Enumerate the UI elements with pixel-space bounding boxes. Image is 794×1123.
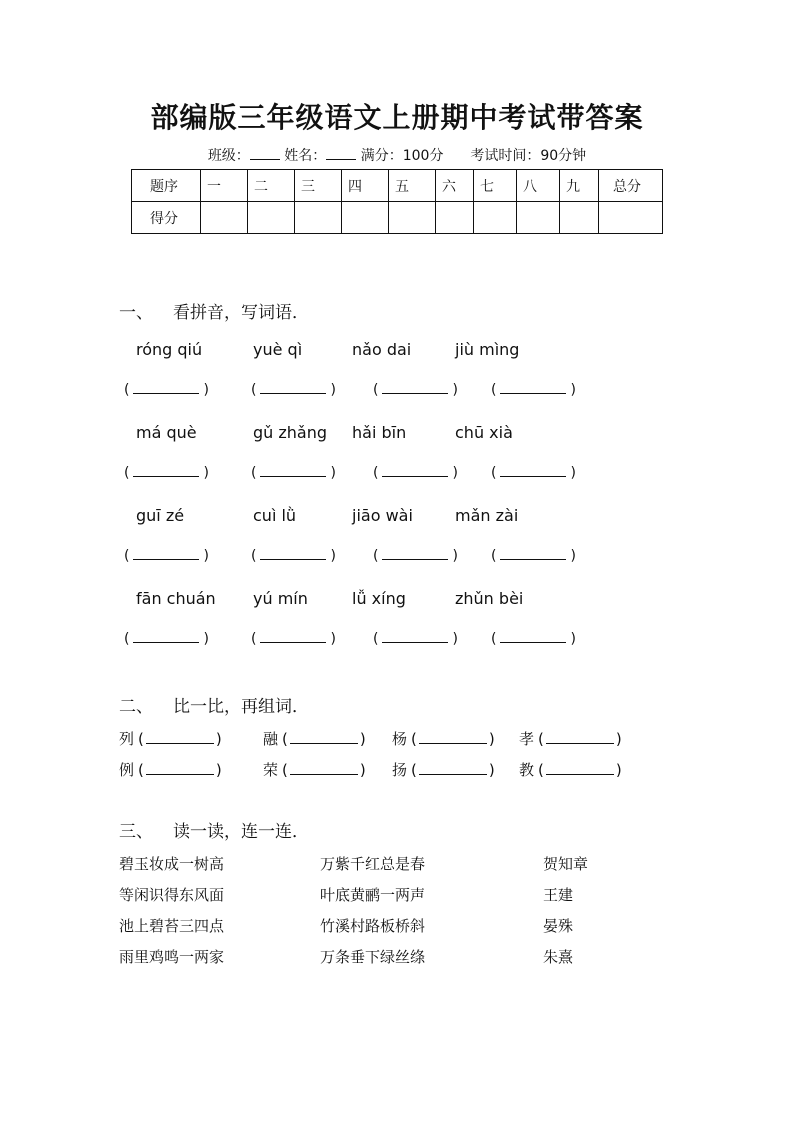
score-cell[interactable] <box>295 202 342 234</box>
answer-blank[interactable] <box>133 465 199 477</box>
score-header-cell: 四 <box>342 170 389 202</box>
score-cell[interactable] <box>436 202 474 234</box>
answer-blank[interactable] <box>419 732 487 744</box>
answer-bracket[interactable] <box>373 465 458 481</box>
score-header-cell: 九 <box>560 170 599 202</box>
score-cell[interactable] <box>560 202 599 234</box>
section-number: 三、 <box>119 822 153 842</box>
compare-item[interactable] <box>519 728 622 749</box>
score-cell[interactable] <box>389 202 436 234</box>
bracket-close: ) <box>452 631 458 647</box>
score-header-cell: 六 <box>436 170 474 202</box>
poem-line[interactable]: 等闲识得东风面 <box>119 886 225 904</box>
bracket-open: ( <box>138 761 144 779</box>
bracket-open: ( <box>491 631 497 647</box>
compare-char: 杨 <box>392 730 408 748</box>
answer-blank[interactable] <box>290 732 358 744</box>
bracket-close: ) <box>452 465 458 481</box>
score-cell[interactable] <box>201 202 248 234</box>
poem-line[interactable]: 碧玉妆成一树高 <box>119 855 225 873</box>
bracket-open: ( <box>251 465 257 481</box>
pinyin-word: róng qiú <box>136 340 203 359</box>
poet-name[interactable]: 晏殊 <box>543 917 574 935</box>
pinyin-word: mǎn zài <box>455 506 519 525</box>
answer-blank[interactable] <box>382 382 448 394</box>
answer-bracket[interactable] <box>251 382 336 398</box>
pinyin-word: cuì lǜ <box>253 506 297 525</box>
bracket-open: ( <box>491 548 497 564</box>
bracket-close: ) <box>452 382 458 398</box>
exam-info <box>0 145 794 165</box>
poem-line[interactable]: 雨里鸡鸣一两家 <box>119 948 225 966</box>
pinyin-word: nǎo dai <box>352 340 412 359</box>
poem-line[interactable]: 池上碧苔三四点 <box>119 917 225 935</box>
answer-bracket[interactable] <box>491 465 576 481</box>
answer-blank[interactable] <box>500 382 566 394</box>
answer-blank[interactable] <box>133 631 199 643</box>
bracket-close: ) <box>330 631 336 647</box>
bracket-open: ( <box>373 465 379 481</box>
pinyin-word: yuè qì <box>253 340 303 359</box>
score-cell[interactable] <box>474 202 517 234</box>
answer-bracket[interactable] <box>251 548 336 564</box>
bracket-close: ) <box>215 761 222 779</box>
bracket-close: ) <box>215 730 222 748</box>
bracket-close: ) <box>203 382 209 398</box>
bracket-close: ) <box>615 730 622 748</box>
answer-blank[interactable] <box>382 631 448 643</box>
compare-item[interactable] <box>119 728 222 749</box>
class-blank[interactable] <box>250 147 280 160</box>
pinyin-word: gǔ zhǎng <box>253 423 328 442</box>
name-blank[interactable] <box>326 147 356 160</box>
score-header-cell: 八 <box>517 170 560 202</box>
score-row-label: 得分 <box>132 202 201 234</box>
compare-item[interactable] <box>519 759 622 780</box>
score-header-cell: 三 <box>295 170 342 202</box>
pinyin-word: yú mín <box>253 589 308 608</box>
pinyin-word: jiāo wài <box>352 506 413 525</box>
score-header-cell: 总分 <box>599 170 663 202</box>
section-title: 读一读，连一连． <box>173 822 309 842</box>
answer-bracket[interactable] <box>251 465 336 481</box>
score-header-cell: 二 <box>248 170 295 202</box>
answer-bracket[interactable] <box>124 382 209 398</box>
score-row <box>132 202 663 234</box>
bracket-close: ) <box>488 761 495 779</box>
answer-blank[interactable] <box>500 465 566 477</box>
bracket-open: ( <box>251 631 257 647</box>
score-header-cell: 题序 <box>132 170 201 202</box>
bracket-open: ( <box>251 548 257 564</box>
bracket-open: ( <box>282 761 288 779</box>
bracket-open: ( <box>138 730 144 748</box>
bracket-open: ( <box>491 382 497 398</box>
answer-bracket[interactable] <box>373 631 458 647</box>
section-1-heading <box>119 298 309 323</box>
bracket-open: ( <box>373 548 379 564</box>
score-header-cell: 一 <box>201 170 248 202</box>
pinyin-word: lǚ xíng <box>352 589 406 608</box>
pinyin-word: chū xià <box>455 423 513 442</box>
poet-name[interactable]: 朱熹 <box>543 948 574 966</box>
score-cell[interactable] <box>248 202 295 234</box>
section-title: 比一比，再组词． <box>173 697 309 717</box>
section-title: 看拼音，写词语． <box>173 303 309 323</box>
poem-line[interactable]: 万紫千红总是春 <box>320 855 426 873</box>
bracket-close: ) <box>570 382 576 398</box>
answer-blank[interactable] <box>133 548 199 560</box>
bracket-open: ( <box>411 730 417 748</box>
bracket-open: ( <box>491 465 497 481</box>
compare-item[interactable] <box>263 728 366 749</box>
answer-blank[interactable] <box>546 763 614 775</box>
answer-blank[interactable] <box>500 548 566 560</box>
poet-name[interactable]: 王建 <box>543 886 574 904</box>
exam-time: 考试时间：90分钟 <box>470 148 587 164</box>
poem-line[interactable]: 叶底黄鹂一两声 <box>320 886 426 904</box>
answer-blank[interactable] <box>260 548 326 560</box>
answer-blank[interactable] <box>382 465 448 477</box>
compare-char: 融 <box>263 730 279 748</box>
bracket-open: ( <box>282 730 288 748</box>
score-cell[interactable] <box>342 202 389 234</box>
answer-bracket[interactable] <box>124 465 209 481</box>
answer-bracket[interactable] <box>373 382 458 398</box>
bracket-open: ( <box>124 465 130 481</box>
section-number: 二、 <box>119 697 153 717</box>
score-cell[interactable] <box>599 202 663 234</box>
bracket-close: ) <box>203 465 209 481</box>
bracket-close: ) <box>570 548 576 564</box>
answer-blank[interactable] <box>260 382 326 394</box>
answer-blank[interactable] <box>146 763 214 775</box>
pinyin-word: zhǔn bèi <box>455 589 524 608</box>
answer-bracket[interactable] <box>251 631 336 647</box>
answer-bracket[interactable] <box>491 548 576 564</box>
compare-char: 教 <box>519 761 535 779</box>
compare-char: 例 <box>119 761 135 779</box>
answer-blank[interactable] <box>260 631 326 643</box>
compare-item[interactable] <box>119 759 222 780</box>
pinyin-word: guī zé <box>136 506 185 525</box>
score-header-cell: 五 <box>389 170 436 202</box>
answer-blank[interactable] <box>419 763 487 775</box>
compare-char: 荣 <box>263 761 279 779</box>
score-table <box>131 169 663 234</box>
bracket-open: ( <box>373 382 379 398</box>
bracket-close: ) <box>570 465 576 481</box>
class-label: 班级： <box>207 148 250 164</box>
compare-char: 扬 <box>392 761 408 779</box>
bracket-open: ( <box>124 631 130 647</box>
answer-bracket[interactable] <box>491 631 576 647</box>
answer-bracket[interactable] <box>373 548 458 564</box>
answer-blank[interactable] <box>290 763 358 775</box>
answer-blank[interactable] <box>133 382 199 394</box>
compare-char: 孝 <box>519 730 535 748</box>
pinyin-word: jiù mìng <box>455 340 520 359</box>
bracket-close: ) <box>330 382 336 398</box>
bracket-close: ) <box>488 730 495 748</box>
pinyin-word: má què <box>136 423 197 442</box>
section-3-heading <box>119 817 309 842</box>
bracket-close: ) <box>452 548 458 564</box>
score-header-cell: 七 <box>474 170 517 202</box>
answer-blank[interactable] <box>382 548 448 560</box>
bracket-open: ( <box>373 631 379 647</box>
bracket-close: ) <box>615 761 622 779</box>
score-cell[interactable] <box>517 202 560 234</box>
bracket-close: ) <box>359 761 366 779</box>
poet-name[interactable]: 贺知章 <box>543 855 589 873</box>
answer-bracket[interactable] <box>124 548 209 564</box>
answer-blank[interactable] <box>546 732 614 744</box>
compare-item[interactable] <box>263 759 366 780</box>
bracket-open: ( <box>251 382 257 398</box>
section-number: 一、 <box>119 303 153 323</box>
bracket-close: ) <box>330 548 336 564</box>
answer-blank[interactable] <box>146 732 214 744</box>
compare-char: 列 <box>119 730 135 748</box>
bracket-open: ( <box>124 382 130 398</box>
bracket-open: ( <box>411 761 417 779</box>
pinyin-word: fān chuán <box>136 589 216 608</box>
bracket-close: ) <box>359 730 366 748</box>
bracket-close: ) <box>203 631 209 647</box>
answer-blank[interactable] <box>260 465 326 477</box>
pinyin-word: hǎi bīn <box>352 423 407 442</box>
poem-line[interactable]: 万条垂下绿丝绦 <box>320 948 426 966</box>
page-title: 部编版三年级语文上册期中考试带答案 <box>150 101 644 134</box>
full-score: 满分：100分 <box>360 148 444 164</box>
bracket-close: ) <box>570 631 576 647</box>
name-label: 姓名： <box>284 148 327 164</box>
section-2-heading <box>119 692 309 717</box>
answer-bracket[interactable] <box>491 382 576 398</box>
score-header-row <box>132 170 663 202</box>
compare-item[interactable] <box>392 728 495 749</box>
compare-item[interactable] <box>392 759 495 780</box>
answer-blank[interactable] <box>500 631 566 643</box>
bracket-close: ) <box>203 548 209 564</box>
bracket-open: ( <box>538 761 544 779</box>
poem-line[interactable]: 竹溪村路板桥斜 <box>320 917 426 935</box>
bracket-open: ( <box>124 548 130 564</box>
bracket-open: ( <box>538 730 544 748</box>
bracket-close: ) <box>330 465 336 481</box>
answer-bracket[interactable] <box>124 631 209 647</box>
